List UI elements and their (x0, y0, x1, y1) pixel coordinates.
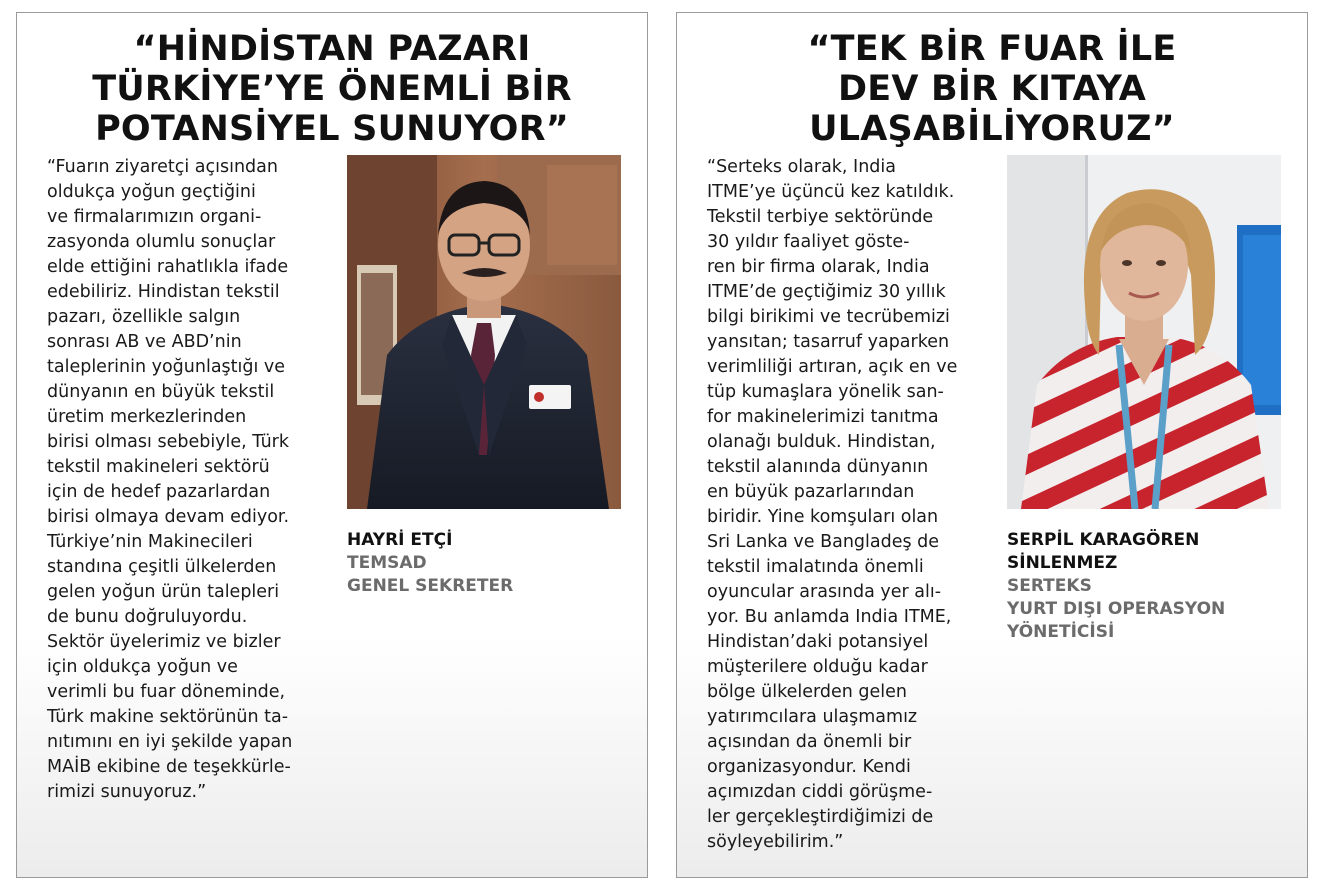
body-line: ler gerçekleştirdiğimizi de (707, 807, 934, 827)
body-line: açımızdan ciddi görüşme- (707, 782, 933, 802)
photo-caption (1007, 529, 1225, 644)
photo-caption (347, 529, 513, 598)
body-line: zasyonda olumlu sonuçlar (47, 232, 276, 252)
body-line: için oldukça yoğun ve (47, 657, 238, 677)
body-line: tekstil makineleri sektörü (47, 457, 270, 477)
body-line: elde ettiğini rahatlıkla ifade (47, 257, 289, 277)
body-line: söyleyebilirim.” (707, 832, 844, 852)
body-line: Türkiye’nin Makinecileri (47, 532, 253, 552)
body-line: verimli bu fuar döneminde, (47, 682, 286, 702)
body-line: ITME’ye üçüncü kez katıldık. (707, 182, 955, 202)
body-line: birisi olmaya devam ediyor. (47, 507, 290, 527)
body-line: MAİB ekibine de teşekkürle- (47, 757, 291, 777)
body-line: Sri Lanka ve Bangladeş de (707, 532, 940, 552)
body-line: organizasyondur. Kendi (707, 757, 911, 777)
caption-name: HAYRİ ETÇİ (347, 530, 453, 550)
body-line: oldukça yoğun geçtiğini (47, 182, 256, 202)
headline-line: DEV BİR KITAYA (838, 69, 1146, 109)
portrait-illustration (1007, 155, 1281, 509)
body-line: 30 yıldır faaliyet göste- (707, 232, 910, 252)
body-line: standına çeşitli ülkelerden (47, 557, 277, 577)
body-line: açısından da önemli bir (707, 732, 912, 752)
body-line: bilgi birikimi ve tecrübemizi (707, 307, 950, 327)
body-line: gelen yoğun ürün talepleri (47, 582, 280, 602)
caption-org: TEMSAD (347, 553, 427, 573)
caption-title: YÖNETİCİSİ (1007, 622, 1115, 642)
body-line: “Serteks olarak, India (707, 157, 896, 177)
headline-line: TÜRKİYE’YE ÖNEMLİ BİR (92, 69, 572, 109)
caption-name: SİNLENMEZ (1007, 553, 1118, 573)
body-line: Sektör üyelerimiz ve bizler (47, 632, 281, 652)
caption-title: GENEL SEKRETER (347, 576, 514, 596)
body-line: en büyük pazarlarından (707, 482, 915, 502)
body-line: for makinelerimizi tanıtma (707, 407, 939, 427)
body-line: tekstil alanında dünyanın (707, 457, 929, 477)
body-line: yansıtan; tasarruf yaparken (707, 332, 950, 352)
body-line: Tekstil terbiye sektöründe (707, 207, 934, 227)
body-line: için de hedef pazarlardan (47, 482, 271, 502)
body-line: oyuncular arasında yer alı- (707, 582, 942, 602)
headline-line: “TEK BİR FUAR İLE (807, 29, 1177, 69)
body-line: rimizi sunuyoruz.” (47, 782, 207, 802)
body-line: olanağı bulduk. Hindistan, (707, 432, 936, 452)
body-line: üretim merkezlerinden (47, 407, 247, 427)
body-line: “Fuarın ziyaretçi açısından (47, 157, 278, 177)
article-panel-right (676, 12, 1308, 878)
caption-org: SERTEKS (1007, 576, 1092, 596)
body-line: birisi olması sebebiyle, Türk (47, 432, 290, 452)
body-line: Türk makine sektörünün ta- (47, 707, 289, 727)
article-panel-left (16, 12, 648, 878)
body-line: ITME’de geçtiğimiz 30 yıllık (707, 282, 946, 302)
body-line: dünyanın en büyük tekstil (47, 382, 275, 402)
body-line: sonrası AB ve ABD’nin (47, 332, 242, 352)
headline-line: “HİNDİSTAN PAZARI (133, 29, 531, 69)
body-line: ve firmalarımızın organi- (47, 207, 262, 227)
body-line: de bunu doğruluyordu. (47, 607, 248, 627)
portrait-photo-hayri-etci (347, 155, 621, 509)
body-line: taleplerinin yoğunlaştığı ve (47, 357, 286, 377)
body-line: biridir. Yine komşuları olan (707, 507, 939, 527)
portrait-photo-serpil-karagoren (1007, 155, 1281, 509)
headline-line: POTANSİYEL SUNUYOR” (95, 109, 569, 149)
body-line: Hindistan’daki potansiyel (707, 632, 929, 652)
body-line: nıtımını en iyi şekilde yapan (47, 732, 293, 752)
body-line: edebiliriz. Hindistan tekstil (47, 282, 280, 302)
body-line: verimliliği artıran, açık en ve (707, 357, 958, 377)
caption-name: SERPİL KARAGÖREN (1007, 530, 1200, 550)
portrait-illustration (347, 155, 621, 509)
body-line: yatırımcılara ulaşmamız (707, 707, 918, 727)
article-headline (677, 29, 1307, 149)
body-line: pazarı, özellikle salgın (47, 307, 241, 327)
article-body (47, 155, 347, 805)
body-line: tüp kumaşlara yönelik san- (707, 382, 944, 402)
body-line: bölge ülkelerden gelen (707, 682, 907, 702)
article-headline (17, 29, 647, 149)
body-line: müşterilere olduğu kadar (707, 657, 928, 677)
headline-line: ULAŞABİLİYORUZ” (809, 109, 1175, 149)
body-line: ren bir firma olarak, India (707, 257, 930, 277)
body-line: tekstil imalatında önemli (707, 557, 924, 577)
article-body (707, 155, 1007, 855)
caption-title: YURT DIŞI OPERASYON (1007, 599, 1226, 619)
body-line: yor. Bu anlamda India ITME, (707, 607, 952, 627)
